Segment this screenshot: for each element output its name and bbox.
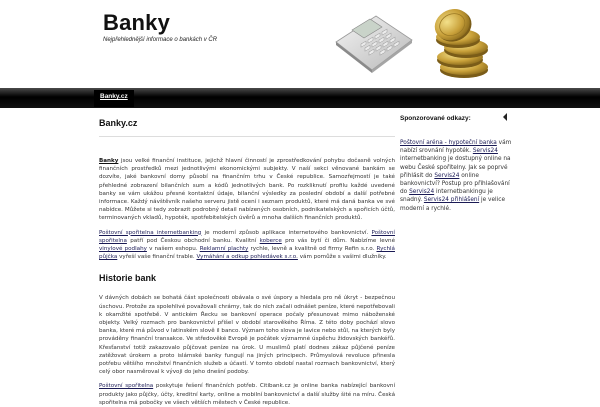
intro-paragraph [99,157,395,223]
text-fragment: v našem eshopu. [146,246,200,253]
text-fragment: vyřeší vaše finanční trable. [117,254,197,261]
text-fragment: internetbanking je dostupný online na webu České spořitelny. Jak se poprvé přihlásit do [400,156,511,179]
text-fragment: internetbankingu je snadný. [400,189,493,204]
link-servis24-3[interactable]: Servis24 [409,189,435,196]
link-postovni-sporitelna-internetbanking[interactable]: Poštovní spořitelna internetbanking [99,229,202,236]
top-navigation [0,88,600,108]
closing-paragraph [99,382,395,407]
text-fragment: rychle, levně a kvalitně od firmy Refin s.r.o. [248,246,377,253]
text-fragment: poskytuje řešení finančních potřeb. Citibank.cz je online banka nabízející bankovní produkty jako půjčky, účty, kreditní karty, online a mobilní bankovnictví a další služby šité na míru. Česká spořitelna má pobočky ve všech větších městech v České republice. [99,383,395,406]
coins-icon [420,6,500,82]
link-reklamni-plachty[interactable]: Reklamní plachty [199,246,249,253]
site-header [0,0,600,88]
sidebar-heading [400,112,512,122]
intro-text: jsou velké finanční instituce, jejichž hlavní činností je zprostředkování pohybu dočasně volných finančních prostředků mezi jednotlivými ekonomickými subjekty. V naší sekci věnované bankám se dozvíte, jaké bankovní domy působí na finančním trhu v České republice. Samozřejmostí je také přehledné zobrazení bilančních sum a kódů jednotlivých bank. Po rozkliknutí profilu každé uvedené banky se vám ukážou přesné kontaktní údaje, bilanční výsledky za poslední období a další potřebné informace. Každý návštěvník našeho serveru jistě ocení i seznam produktů, které má daná banka ve své nabídce. Můžete si tedy zobrazit podrobný detail nabízených osobních, podnikatelských a spořicích účtů, terminovaných vkladů, hypoték, spotřebitelských úvěrů a mnoha dalších finančních produktů. [99,158,395,222]
arrow-left-icon[interactable] [503,113,507,121]
link-postovni-arena[interactable]: Poštovní aréna - hypoteční banka [400,140,497,146]
links-paragraph [99,229,395,262]
text-fragment: je velice moderní a rychlé. [400,197,506,212]
link-servis24[interactable]: Servis24 [472,148,498,155]
text-fragment: online bankovnictví? Postup pro přihlašování do [400,172,510,196]
link-vinylove-podlahy[interactable]: vinylové podlahy [99,246,147,253]
link-koberce[interactable]: koberce [259,237,282,244]
text-fragment: vám pomůže s vašimi dlužníky. [297,254,387,261]
sidebar [400,112,512,213]
link-servis24-prihlaseni[interactable]: Servis24 přihlášení [423,197,480,204]
page-title: Banky.cz [99,112,395,137]
site-title[interactable]: Banky [103,10,171,35]
sidebar-heading-label: Sponzorované odkazy: [400,115,471,122]
text-fragment: je moderní způsob aplikace internetového bankovnictví. [201,229,372,236]
text-fragment: vám nabízí srovnání hypoték. [400,140,512,155]
link-rychla-pujcka[interactable]: Rychlá půjčka [99,246,395,261]
link-postovni-sporitelna[interactable]: Poštovní spořitelna [99,229,395,244]
text-fragment: patří pod Českou obchodní banku. Kvalitní [126,237,260,244]
calculator-icon [330,12,416,74]
nav-item-banky[interactable]: Banky.cz [94,90,134,107]
sponsored-links [400,139,512,213]
main-content [99,112,395,407]
site-tagline: Nejpřehlednější informace o bankách v ČR [103,37,218,43]
history-paragraph: V dávných dobách se bohatá část společnosti obávala o své úspory a hledala pro ně úkryt - bezpečnou úschovu. Protože za spolehlivé považovali chrámy, tak do nich začali odnášet peníze, které nepotřebovali k okamžité spotřebě. V antickém Řecku se bankovní operace počaly přesunovat mimo náboženské objekty. Velký rozmach pro bankovnictví přišel v období starověkého Říma. Z této doby pochází slovo banka, které má původ v latinském slově il banco. Význam toho slova je lavice nebo stůl, na kterých byly prováděny finanční transakce. Ve středověké Evropě je počátek významné úspěchu židovských bankéřů. Křesťanství totiž zakazovalo půjčovat peníze na úrok. U muslimů platí dodnes zákaz půjčené peníze zatěžovat úrokem a proto islámské banky fungují na jiných principech. Průmyslová revoluce přinesla potřebu většího množství finančních služeb a účastí. V tomto období nastal rozmach bankovnictví, který celý obor nasměroval k vývoji do jeho dnešní podoby. [99,295,395,376]
link-servis24-2[interactable]: Servis24 [434,172,460,179]
history-heading: Historie bank [99,273,157,284]
link-postovni-sporitelna-2[interactable]: Poštovní spořitelna [99,383,154,390]
text-fragment: pro vás bytí či dům. Nabízíme levné [281,237,396,244]
banky-link[interactable]: Banky [99,158,119,164]
link-vymahani-pohledavek[interactable]: Vymáhání a odkup pohledávek s.r.o. [196,254,298,261]
